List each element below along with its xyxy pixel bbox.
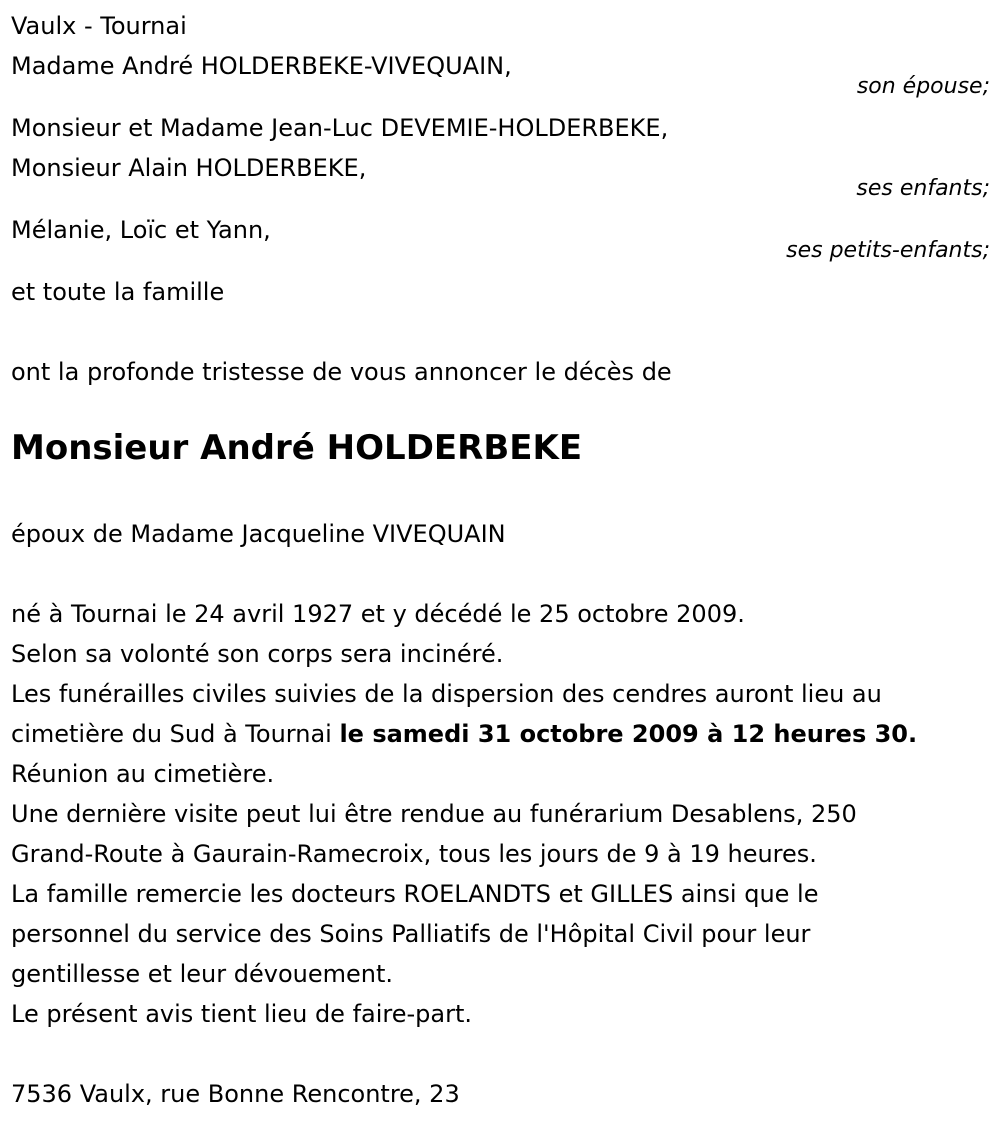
deceased-name: Monsieur André HOLDERBEKE xyxy=(11,428,583,468)
announcement-text: ont la profonde tristesse de vous annoncer le décès de xyxy=(11,358,672,386)
deceased-spouse-line: époux de Madame Jacqueline VIVEQUAIN xyxy=(11,520,506,548)
cemetery-text: cimetière du Sud à Tournai xyxy=(11,720,340,748)
location-header: Vaulx - Tournai xyxy=(11,12,187,40)
child-name-2: Monsieur Alain HOLDERBEKE, xyxy=(11,154,367,182)
child-name-1: Monsieur et Madame Jean-Luc DEVEMIE-HOLDERBEKE, xyxy=(11,114,669,142)
spacer xyxy=(11,1034,990,1074)
spacer xyxy=(11,312,990,352)
funeral-line: Les funérailles civiles suivies de la dispersion des cendres auront lieu au xyxy=(11,680,882,708)
grandchildren-role: ses petits-enfants; xyxy=(786,238,990,263)
funeral-date-line xyxy=(11,714,990,754)
children-role: ses enfants; xyxy=(856,176,990,201)
cremation-line: Selon sa volonté son corps sera incinéré. xyxy=(11,640,504,668)
visit-line: Une dernière visite peut lui être rendue au funérarium Desablens, 250 xyxy=(11,800,857,828)
thanks-line: La famille remercie les docteurs ROELANDTS et GILLES ainsi que le xyxy=(11,880,819,908)
notice-line: Le présent avis tient lieu de faire-part. xyxy=(11,1000,473,1028)
family-address: 7536 Vaulx, rue Bonne Rencontre, 23 xyxy=(11,1080,460,1108)
spouse-name: Madame André HOLDERBEKE-VIVEQUAIN, xyxy=(11,52,512,80)
thanks-line-3: gentillesse et leur dévouement. xyxy=(11,960,393,988)
birth-death-line: né à Tournai le 24 avril 1927 et y décédé le 25 octobre 2009. xyxy=(11,600,745,628)
spacer xyxy=(11,554,990,594)
details-block xyxy=(11,594,990,1034)
visit-address-line: Grand-Route à Gaurain-Ramecroix, tous les jours de 9 à 19 heures. xyxy=(11,840,817,868)
meeting-line: Réunion au cimetière. xyxy=(11,760,275,788)
obituary-notice xyxy=(11,0,990,1114)
spouse-role: son épouse; xyxy=(856,74,990,99)
extended-family: et toute la famille xyxy=(11,278,225,306)
thanks-line-2: personnel du service des Soins Palliatifs de l'Hôpital Civil pour leur xyxy=(11,920,811,948)
grandchildren-names: Mélanie, Loïc et Yann, xyxy=(11,216,271,244)
funeral-date-bold: le samedi 31 octobre 2009 à 12 heures 30. xyxy=(339,720,918,748)
